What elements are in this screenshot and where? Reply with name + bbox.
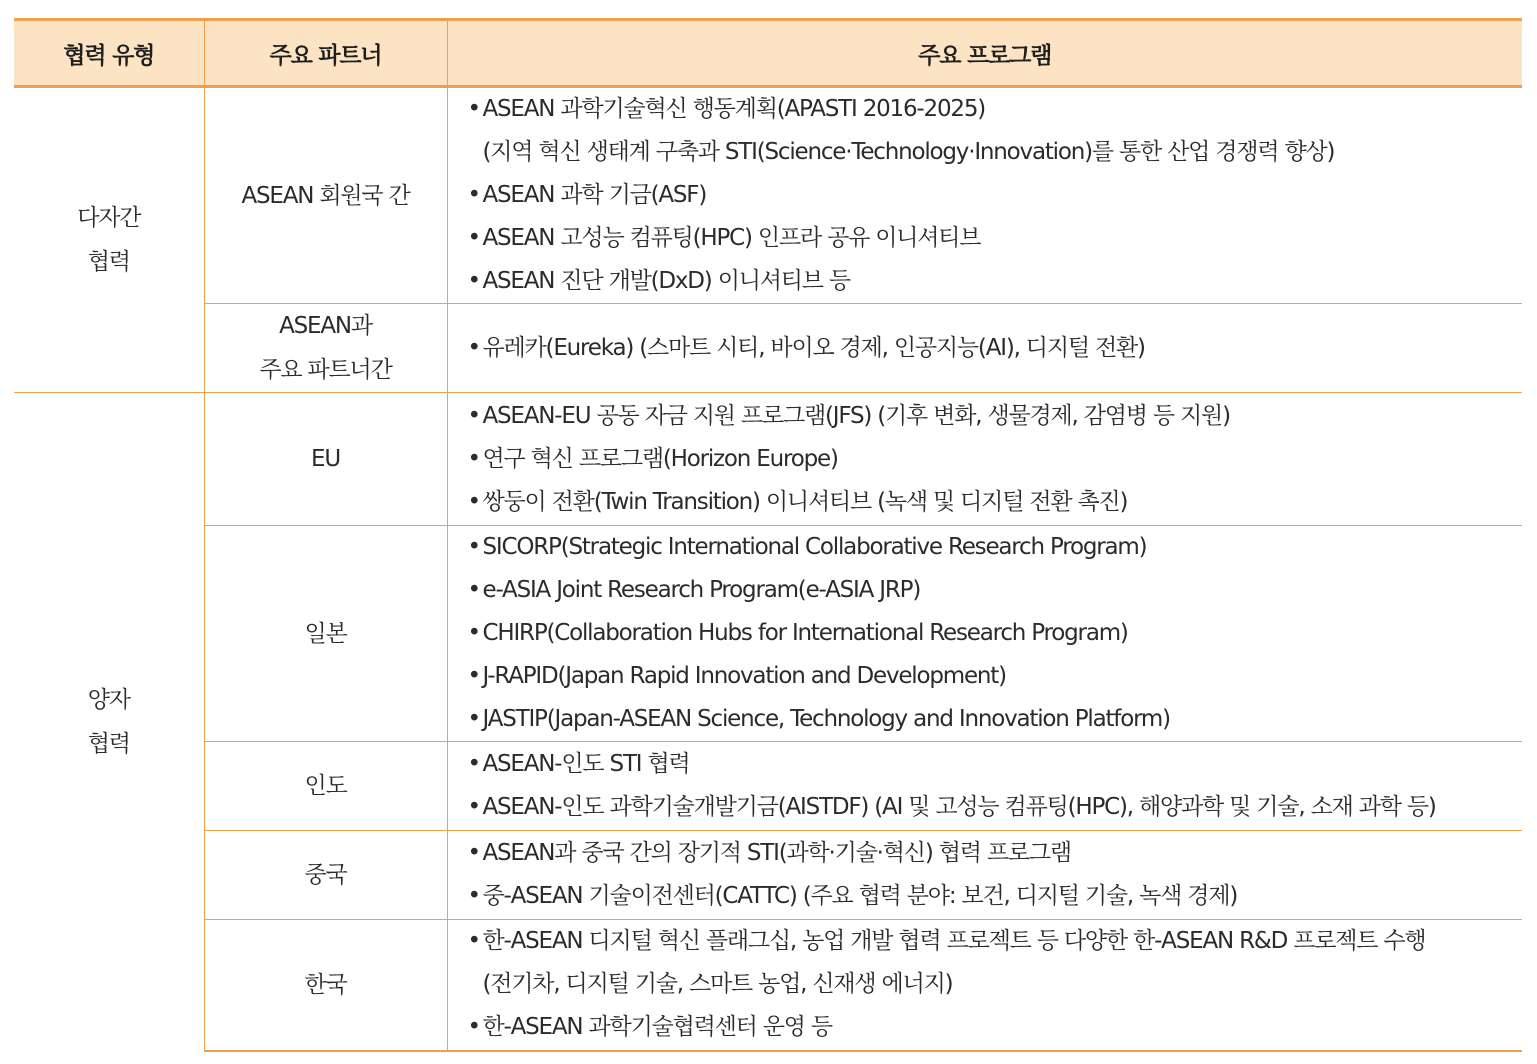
table-row [14, 742, 1522, 831]
program-text: e-ASIA Joint Research Program(e-ASIA JRP) [482, 577, 921, 603]
partner-cell [204, 742, 447, 831]
program-item [468, 526, 1523, 569]
program-text: ASEAN-인도 과학기술개발기금(AISTDF) (AI 및 고성능 컴퓨팅(HPC), 해양과학 및 기술, 소재 과학 등) [482, 794, 1436, 820]
program-text: ASEAN 고성능 컴퓨팅(HPC) 인프라 공유 이니셔티브 [482, 225, 981, 251]
program-item [468, 920, 1523, 1006]
program-list [448, 395, 1523, 524]
bullet-icon: • [467, 883, 480, 909]
partner-cell [204, 87, 447, 304]
type-cell-multilateral [14, 87, 204, 393]
bullet-icon: • [467, 751, 480, 777]
bullet-icon: • [467, 928, 480, 955]
bullet-icon: • [467, 445, 480, 472]
program-item [468, 217, 1523, 260]
table-header [14, 20, 1522, 87]
program-text: CHIRP(Collaboration Hubs for International Research Program) [482, 620, 1128, 646]
type-label: 양자 [87, 686, 130, 713]
bullet-icon: • [467, 840, 480, 866]
program-cell [447, 526, 1522, 742]
bullet-icon: • [467, 663, 480, 689]
program-list [448, 88, 1523, 303]
bullet-icon: • [467, 706, 480, 732]
program-text: SICORP(Strategic International Collaborative Research Program) [482, 534, 1147, 560]
partner-label: 일본 [304, 620, 347, 647]
bullet-icon: • [467, 577, 480, 603]
bullet-icon: • [467, 620, 480, 646]
bullet-icon: • [467, 1014, 480, 1041]
partner-label: 한국 [304, 971, 347, 998]
program-text: ASEAN 진단 개발(DxD) 이니셔티브 등 [482, 268, 850, 294]
program-cell [447, 831, 1522, 920]
program-cell [447, 393, 1522, 526]
program-list [448, 920, 1523, 1049]
program-item [468, 698, 1523, 741]
program-item [468, 327, 1523, 370]
program-list [448, 526, 1523, 741]
program-text: ASEAN과 중국 간의 장기적 STI(과학·기술·혁신) 협력 프로그램 [482, 840, 1071, 866]
partner-cell [204, 304, 447, 393]
program-text: 유레카(Eureka) (스마트 시티, 바이오 경제, 인공지능(AI), 디지털 전환) [482, 334, 1145, 361]
program-item [468, 1006, 1523, 1049]
header-main-partner: 주요 파트너 [204, 20, 447, 87]
partner-cell [204, 393, 447, 526]
partner-label: 주요 파트너간 [259, 357, 392, 383]
type-label: 다자간 [77, 205, 141, 231]
bullet-icon: • [467, 268, 480, 294]
bullet-icon: • [467, 225, 480, 251]
program-cell [447, 920, 1522, 1051]
bullet-icon: • [467, 488, 480, 515]
program-list [448, 327, 1523, 370]
table-row [14, 304, 1522, 393]
bullet-icon: • [467, 96, 480, 122]
cooperation-table-wrapper [14, 18, 1522, 1052]
partner-label: EU [311, 446, 340, 472]
bullet-icon: • [467, 534, 480, 560]
type-label: 협력 [87, 730, 130, 757]
program-text: ASEAN-EU 공동 자금 지원 프로그램(JFS) (기후 변화, 생물경제, 감염병 등 지원) [482, 402, 1230, 429]
partner-label: ASEAN 회원국 간 [241, 182, 410, 209]
table-body [14, 87, 1522, 1051]
program-text: 연구 혁신 프로그램(Horizon Europe) [482, 445, 838, 472]
bullet-icon: • [467, 334, 480, 361]
partner-cell [204, 920, 447, 1051]
table-row [14, 920, 1522, 1051]
program-cell [447, 304, 1522, 393]
program-cell [447, 87, 1522, 304]
program-item [468, 655, 1523, 698]
program-subtext: (전기차, 디지털 기술, 스마트 농업, 신재생 에너지) [482, 971, 953, 998]
program-item [468, 786, 1523, 829]
header-cooperation-type: 협력 유형 [14, 20, 204, 87]
header-main-program: 주요 프로그램 [447, 20, 1522, 87]
program-item [468, 395, 1523, 438]
table-row [14, 831, 1522, 920]
program-item [468, 481, 1523, 524]
program-text: JASTIP(Japan-ASEAN Science, Technology and Innovation Platform) [482, 706, 1170, 732]
program-text: ASEAN 과학기술혁신 행동계획(APASTI 2016-2025) [482, 96, 986, 122]
program-item [468, 875, 1523, 918]
bullet-icon: • [467, 794, 480, 820]
program-item [468, 743, 1523, 786]
program-text: 한-ASEAN 과학기술협력센터 운영 등 [482, 1014, 832, 1041]
type-label: 협력 [87, 249, 130, 275]
program-item [468, 569, 1523, 612]
program-item [468, 612, 1523, 655]
program-item [468, 174, 1523, 217]
program-list [448, 743, 1523, 829]
program-item [468, 438, 1523, 481]
program-text: ASEAN-인도 STI 협력 [482, 751, 690, 777]
type-cell-bilateral [14, 393, 204, 1051]
partner-label: 인도 [304, 773, 347, 799]
program-item [468, 260, 1523, 303]
table-row [14, 393, 1522, 526]
program-text: 중-ASEAN 기술이전센터(CATTC) (주요 협력 분야: 보건, 디지털 기술, 녹색 경제) [482, 883, 1238, 909]
partner-cell [204, 831, 447, 920]
header-row [14, 20, 1522, 87]
program-cell [447, 742, 1522, 831]
bullet-icon: • [467, 402, 480, 429]
cooperation-table [14, 18, 1522, 1052]
program-item [468, 88, 1523, 174]
bullet-icon: • [467, 182, 480, 208]
table-row [14, 87, 1522, 304]
program-text: J-RAPID(Japan Rapid Innovation and Development) [482, 663, 1006, 689]
partner-label: 중국 [304, 862, 347, 888]
program-list [448, 832, 1523, 918]
partner-cell [204, 526, 447, 742]
program-text: 한-ASEAN 디지털 혁신 플래그십, 농업 개발 협력 프로젝트 등 다양한 한-ASEAN R&D 프로젝트 수행 [482, 928, 1426, 955]
partner-label: ASEAN과 [279, 313, 372, 339]
program-text: 쌍둥이 전환(Twin Transition) 이니셔티브 (녹색 및 디지털 전환 촉진) [482, 488, 1128, 515]
program-subtext: (지역 혁신 생태계 구축과 STI(Science·Technology·Innovation)를 통한 산업 경쟁력 향상) [482, 139, 1335, 165]
program-item [468, 832, 1523, 875]
program-text: ASEAN 과학 기금(ASF) [482, 182, 707, 208]
table-row [14, 526, 1522, 742]
